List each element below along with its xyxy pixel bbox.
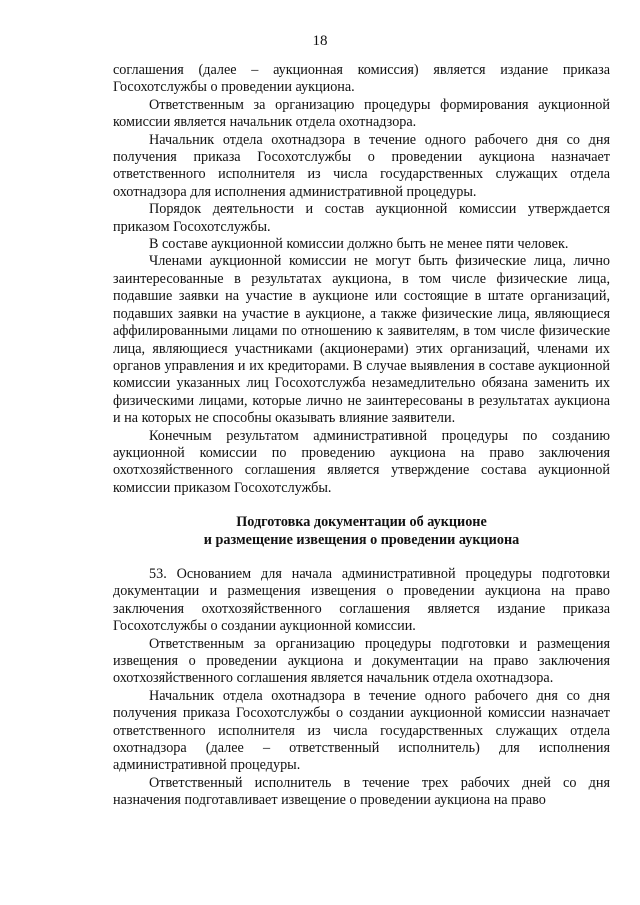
paragraph: Членами аукционной комиссии не могут быть физические лица, лично заинтересованные в результатах аукциона, в том числе физические лица, подавшие заявки на участие в аукционе или состоящие в штате организаций, подавших заявки на участие в аукционе, а также физические лица, являющиеся аффилированными лицами по отношению к заявителям, в том числе физические лица, являющиеся участниками (акционерами) этих организаций, членами их органов управления и их кредиторами. В случае выявления в составе аукционной комиссии указанных лиц Госохотслужба незамедлительно обязана заменить их физическими лицами, которые лично не заинтересованы в результатах аукциона и на которых не способны оказывать влияние заявители.: [113, 253, 610, 427]
paragraph: Порядок деятельности и состав аукционной комиссии утверждается приказом Госохотслужбы.: [113, 201, 610, 235]
paragraph: 53. Основанием для начала административной процедуры подготовки документации и размещения извещения о проведении аукциона на право заключения охотхозяйственного соглашения является издание приказа Госохотслужбы о создании аукционной комиссии.: [113, 565, 610, 635]
paragraph: Ответственным за организацию процедуры формирования аукционной комиссии является начальник отдела охотнадзора.: [113, 96, 610, 131]
paragraph: Ответственным за организацию процедуры подготовки и размещения извещения о проведении аукциона и документации на право заключения охотхозяйственного соглашения является начальник отдела охотнадзора.: [113, 635, 610, 687]
section-heading-line-1: Подготовка документации об аукционе: [236, 514, 487, 531]
paragraph: соглашения (далее – аукционная комиссия) является издание приказа Госохотслужбы о проведении аукциона.: [113, 62, 610, 96]
paragraph: Начальник отдела охотнадзора в течение одного рабочего дня со дня получения приказа Госохотслужбы о проведении аукциона назначает ответственного исполнителя из числа государственных служащих отдела охотнадзора для исполнения административной процедуры.: [113, 131, 610, 200]
paragraph: Ответственный исполнитель в течение трех рабочих дней со дня назначения подготавливает извещение о проведении аукциона на право: [113, 774, 610, 809]
paragraph: Конечным результатом административной процедуры по созданию аукционной комиссии по проведению аукциона на право заключения охотхозяйственного соглашения является утверждение состава аукционной комиссии приказом Госохотслужбы.: [113, 427, 610, 496]
paragraphs-before-section: [113, 62, 610, 497]
paragraph: Начальник отдела охотнадзора в течение одного рабочего дня со дня получения приказа Госохотслужбы о создании аукционной комиссии назначает ответственного исполнителя из числа государственных служащих отдела охотнадзора (далее – ответственный исполнитель) для исполнения административной процедуры.: [113, 687, 610, 774]
page-number: 18: [312, 33, 328, 49]
document-body: [113, 62, 610, 810]
section-heading-line-2: и размещение извещения о проведении аукциона: [203, 531, 520, 548]
paragraphs-after-section: [113, 566, 610, 810]
section-heading: [113, 514, 610, 549]
paragraph: В составе аукционной комиссии должно быть не менее пяти человек.: [149, 236, 569, 253]
